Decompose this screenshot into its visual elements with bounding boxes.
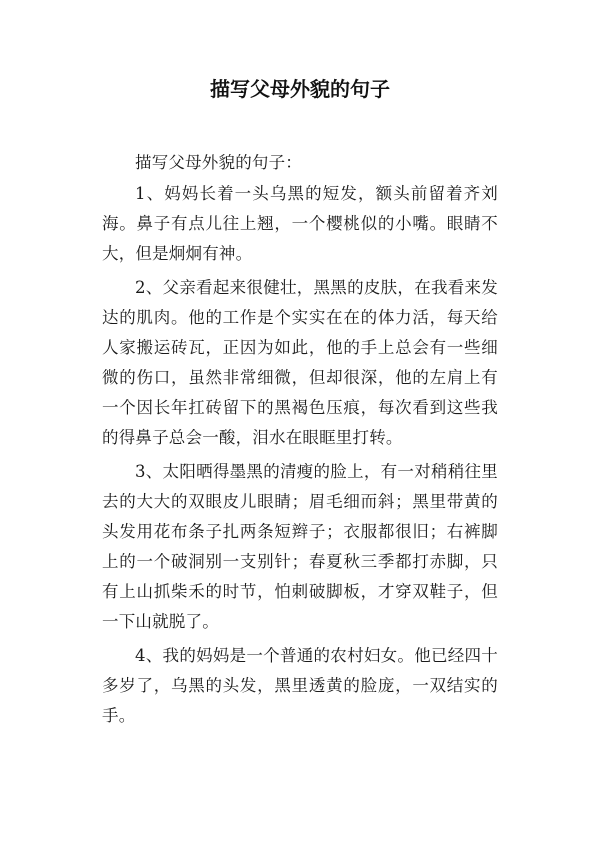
paragraph-1: 1、妈妈长着一头乌黑的短发，额头前留着齐刘海。鼻子有点儿往上翘，一个樱桃似的小嘴。眼睛不大，但是炯炯有神。: [102, 184, 498, 263]
intro-paragraph: 描写父母外貌的句子：: [135, 153, 302, 172]
paragraph-4: 4、我的妈妈是一个普通的农村妇女。他已经四十多岁了，乌黑的头发，黑里透黄的脸庞，一双结实的手。: [102, 646, 498, 725]
document-body: [102, 148, 498, 731]
paragraph-2: 2、父亲看起来很健壮，黑黑的皮肤，在我看来发达的肌肉。他的工作是个实实在在的体力活，每天给人家搬运砖瓦，正因为如此，他的手上总会有一些细微的伤口，虽然非常细微，但却很深，他的左肩上有一个因长年扛砖留下的黑褐色压痕，每次看到这些我的得鼻子总会一酸，泪水在眼眶里打转。: [102, 278, 498, 447]
paragraph-3: 3、太阳晒得墨黑的清瘦的脸上，有一对稍稍往里去的大大的双眼皮儿眼睛；眉毛细而斜；黑里带黄的头发用花布条子扎两条短辫子；衣服都很旧；右裤脚上的一个破洞别一支别针；春夏秋三季都打赤脚，只有上山抓柴禾的时节，怕刺破脚板，才穿双鞋子，但一下山就脱了。: [102, 462, 498, 631]
document-title: 描写父母外貌的句子: [210, 77, 390, 101]
